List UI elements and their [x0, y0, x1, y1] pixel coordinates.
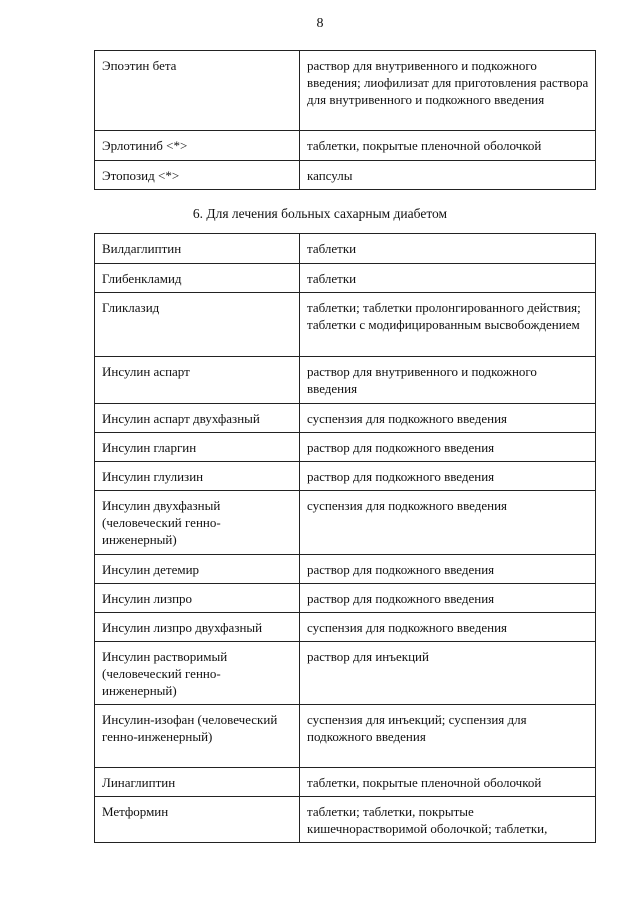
table-row — [95, 797, 596, 843]
table-row — [95, 234, 596, 264]
page-number: 8 — [316, 16, 324, 31]
table-row — [95, 293, 596, 357]
table-row — [95, 642, 596, 705]
drug-name: Глибенкламид — [95, 264, 300, 293]
table-row — [95, 462, 596, 491]
table-row — [95, 51, 596, 131]
table-row — [95, 264, 596, 293]
drug-form: таблетки, покрытые пленочной оболочкой — [300, 131, 596, 161]
drug-form: суспензия для подкожного введения — [300, 613, 596, 642]
drug-form: раствор для подкожного введения — [300, 555, 596, 584]
drug-form: раствор для подкожного введения — [300, 433, 596, 462]
drug-form: капсулы — [300, 161, 596, 190]
drug-name: Этопозид <*> — [95, 161, 300, 190]
drug-name: Инсулин гларгин — [95, 433, 300, 462]
drug-form: суспензия для подкожного введения — [300, 404, 596, 433]
table-row — [95, 404, 596, 433]
drug-name: Инсулин двухфазный (человеческий генно-инженерный) — [95, 491, 300, 555]
table-row — [95, 491, 596, 555]
table-row — [95, 613, 596, 642]
drug-form: таблетки — [300, 234, 596, 264]
drug-name: Линаглиптин — [95, 768, 300, 797]
drug-name: Эпоэтин бета — [95, 51, 300, 131]
table-row — [95, 705, 596, 768]
drug-form: суспензия для инъекций; суспензия для подкожного введения — [300, 705, 596, 768]
drug-form: раствор для подкожного введения — [300, 584, 596, 613]
table-row — [95, 161, 596, 190]
table-row — [95, 433, 596, 462]
drug-form: таблетки; таблетки, покрытые кишечнорастворимой оболочкой; таблетки, — [300, 797, 596, 843]
drug-form: суспензия для подкожного введения — [300, 491, 596, 555]
drug-table-diabetes — [94, 233, 596, 843]
drug-name: Инсулин-изофан (человеческий генно-инженерный) — [95, 705, 300, 768]
drug-table-continued — [94, 50, 596, 190]
drug-name: Метформин — [95, 797, 300, 843]
table-row — [95, 555, 596, 584]
drug-name: Инсулин растворимый (человеческий генно-инженерный) — [95, 642, 300, 705]
drug-name: Инсулин детемир — [95, 555, 300, 584]
section-heading: 6. Для лечения больных сахарным диабетом — [192, 206, 448, 221]
drug-form: раствор для внутривенного и подкожного введения — [300, 357, 596, 404]
drug-form: раствор для подкожного введения — [300, 462, 596, 491]
drug-name: Вилдаглиптин — [95, 234, 300, 264]
drug-form: таблетки; таблетки пролонгированного действия; таблетки с модифицированным высвобождением — [300, 293, 596, 357]
drug-form: раствор для инъекций — [300, 642, 596, 705]
table-row — [95, 584, 596, 613]
drug-name: Инсулин лизпро — [95, 584, 300, 613]
table-row — [95, 131, 596, 161]
drug-name: Инсулин глулизин — [95, 462, 300, 491]
drug-name: Инсулин аспарт двухфазный — [95, 404, 300, 433]
drug-name: Инсулин лизпро двухфазный — [95, 613, 300, 642]
drug-name: Эрлотиниб <*> — [95, 131, 300, 161]
drug-form: таблетки — [300, 264, 596, 293]
table-row — [95, 357, 596, 404]
drug-form: раствор для внутривенного и подкожного введения; лиофилизат для приготовления раствора для внутривенного и подкожного введения — [300, 51, 596, 131]
drug-form: таблетки, покрытые пленочной оболочкой — [300, 768, 596, 797]
drug-name: Инсулин аспарт — [95, 357, 300, 404]
drug-name: Гликлазид — [95, 293, 300, 357]
table-row — [95, 768, 596, 797]
